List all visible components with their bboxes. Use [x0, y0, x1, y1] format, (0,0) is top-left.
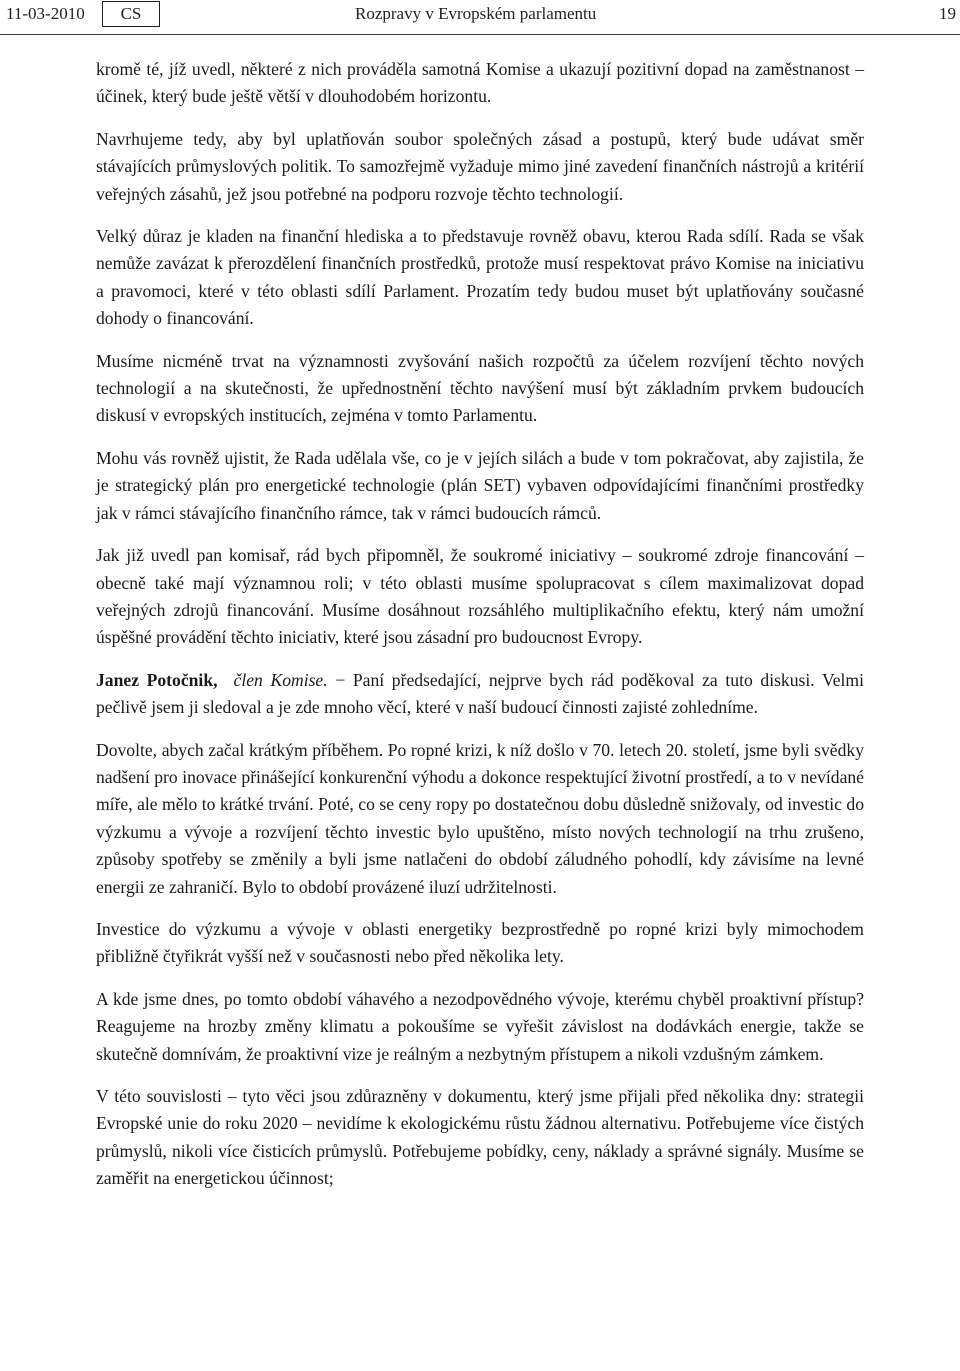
speaker-role: člen Komise.: [233, 669, 328, 690]
paragraph: A kde jsme dnes, po tomto období váhavého a nezodpovědného vývoje, kterému chyběl proaktivní přístup? Reagujeme na hrozby změny klimatu a pokoušíme se vyřešit závislost na dodávkách energie, takže se skutečně domnívám, že proaktivní vize je reálným a nezbytným přístupem a nikoli vzdušným zámkem.: [96, 988, 864, 1064]
paragraph: Velký důraz je kladen na finanční hlediska a to představuje rovněž obavu, kterou Rada sdílí. Rada se však nemůže zavázat k přerozdělení finančních prostředků, protože musí respektovat právo Komise na iniciativu a pravomoci, které v této oblasti sdílí Parlament. Prozatím tedy budou muset být uplatňovány současné dohody o financování.: [96, 226, 864, 329]
speaker-text: − Paní předsedající, nejprve bych rád poděkoval za tuto diskusi. Velmi pečlivě jsem ji sledoval a je zde mnoho věcí, které v naší budoucí činnosti zajisté zohledníme.: [96, 669, 865, 718]
paragraph: Jak již uvedl pan komisař, rád bych připomněl, že soukromé iniciativy – soukromé zdroje financování – obecně také mají významnou roli; v této oblasti musíme spolupracovat s cílem maximalizovat dopad veřejných zdrojů financování. Musíme dosáhnout rozsáhlého multiplikačního efektu, který nám umožní úspěšné provádění těchto iniciativ, které jsou zásadní pro budoucnost Evropy.: [96, 545, 864, 648]
running-title: Rozpravy v Evropském parlamentu: [355, 4, 597, 23]
page-header: [0, 0, 960, 35]
paragraph: Dovolte, abych začal krátkým příběhem. Po ropné krizi, k níž došlo v 70. letech 20. století, jsme byli svědky nadšení pro inovace přinášející konkurenční výhodu a dokonce respektující životní prostředí, a to v nevídané míře, ale mělo to krátké trvání. Poté, co se ceny ropy po dostatečnou dobu důsledně snižovaly, od investic do výzkumu a vývoje a rozvíjení těchto investic bylo upuštěno, místo nových technologií na trhu zrušeno, způsoby spotřeby se změnily a byli jsme natlačeni do období záludného pohodlí, kdy závisíme na levné energii ze zahraničí. Bylo to období provázené iluzí udržitelnosti.: [96, 739, 864, 897]
speaker-name: Janez Potočnik,: [96, 669, 218, 690]
language-badge: CS: [102, 1, 160, 27]
document-body: [96, 56, 864, 1208]
paragraph: Musíme nicméně trvat na významnosti zvyšování našich rozpočtů za účelem rozvíjení těchto nových technologií a na skutečnosti, že upřednostnění těchto navýšení musí být základním prvkem budoucích diskusí v evropských institucích, zejména v tomto Parlamentu.: [96, 350, 864, 426]
speaker-paragraph: [96, 667, 864, 722]
paragraph: V této souvislosti – tyto věci jsou zdůrazněny v dokumentu, který jsme přijali před několika dny: strategii Evropské unie do roku 2020 – nevidíme k ekologickému růstu žádnou alternativu. Potřebujeme více čistých průmyslů, nikoli více čisticích průmyslů. Potřebujeme pobídky, ceny, náklady a správné signály. Musíme se zaměřit na energetickou účinnost;: [96, 1086, 864, 1189]
paragraph: Mohu vás rovněž ujistit, že Rada udělala vše, co je v jejích silách a bude v tom pokračovat, aby zajistila, že je strategický plán pro energetické technologie (plán SET) vybaven odpovídajícími finančními prostředky jak v rámci stávajícího finančního rámce, tak v rámci budoucích rámců.: [96, 447, 864, 523]
document-date: 11-03-2010: [6, 4, 85, 23]
paragraph: Navrhujeme tedy, aby byl uplatňován soubor společných zásad a postupů, který bude udávat směr stávajících průmyslových politik. To samozřejmě vyžaduje mimo jiné zavedení finančních nástrojů a kritérií veřejných zásahů, jež jsou potřebné na podporu rozvoje těchto technologií.: [96, 128, 864, 204]
paragraph: kromě té, jíž uvedl, některé z nich prováděla samotná Komise a ukazují pozitivní dopad na zaměstnanost – účinek, který bude ještě větší v dlouhodobém horizontu.: [96, 59, 864, 107]
page-number: 19: [939, 4, 956, 23]
paragraph: Investice do výzkumu a vývoje v oblasti energetiky bezprostředně po ropné krizi byly mimochodem přibližně čtyřikrát vyšší než v současnosti nebo před několika lety.: [96, 918, 864, 967]
